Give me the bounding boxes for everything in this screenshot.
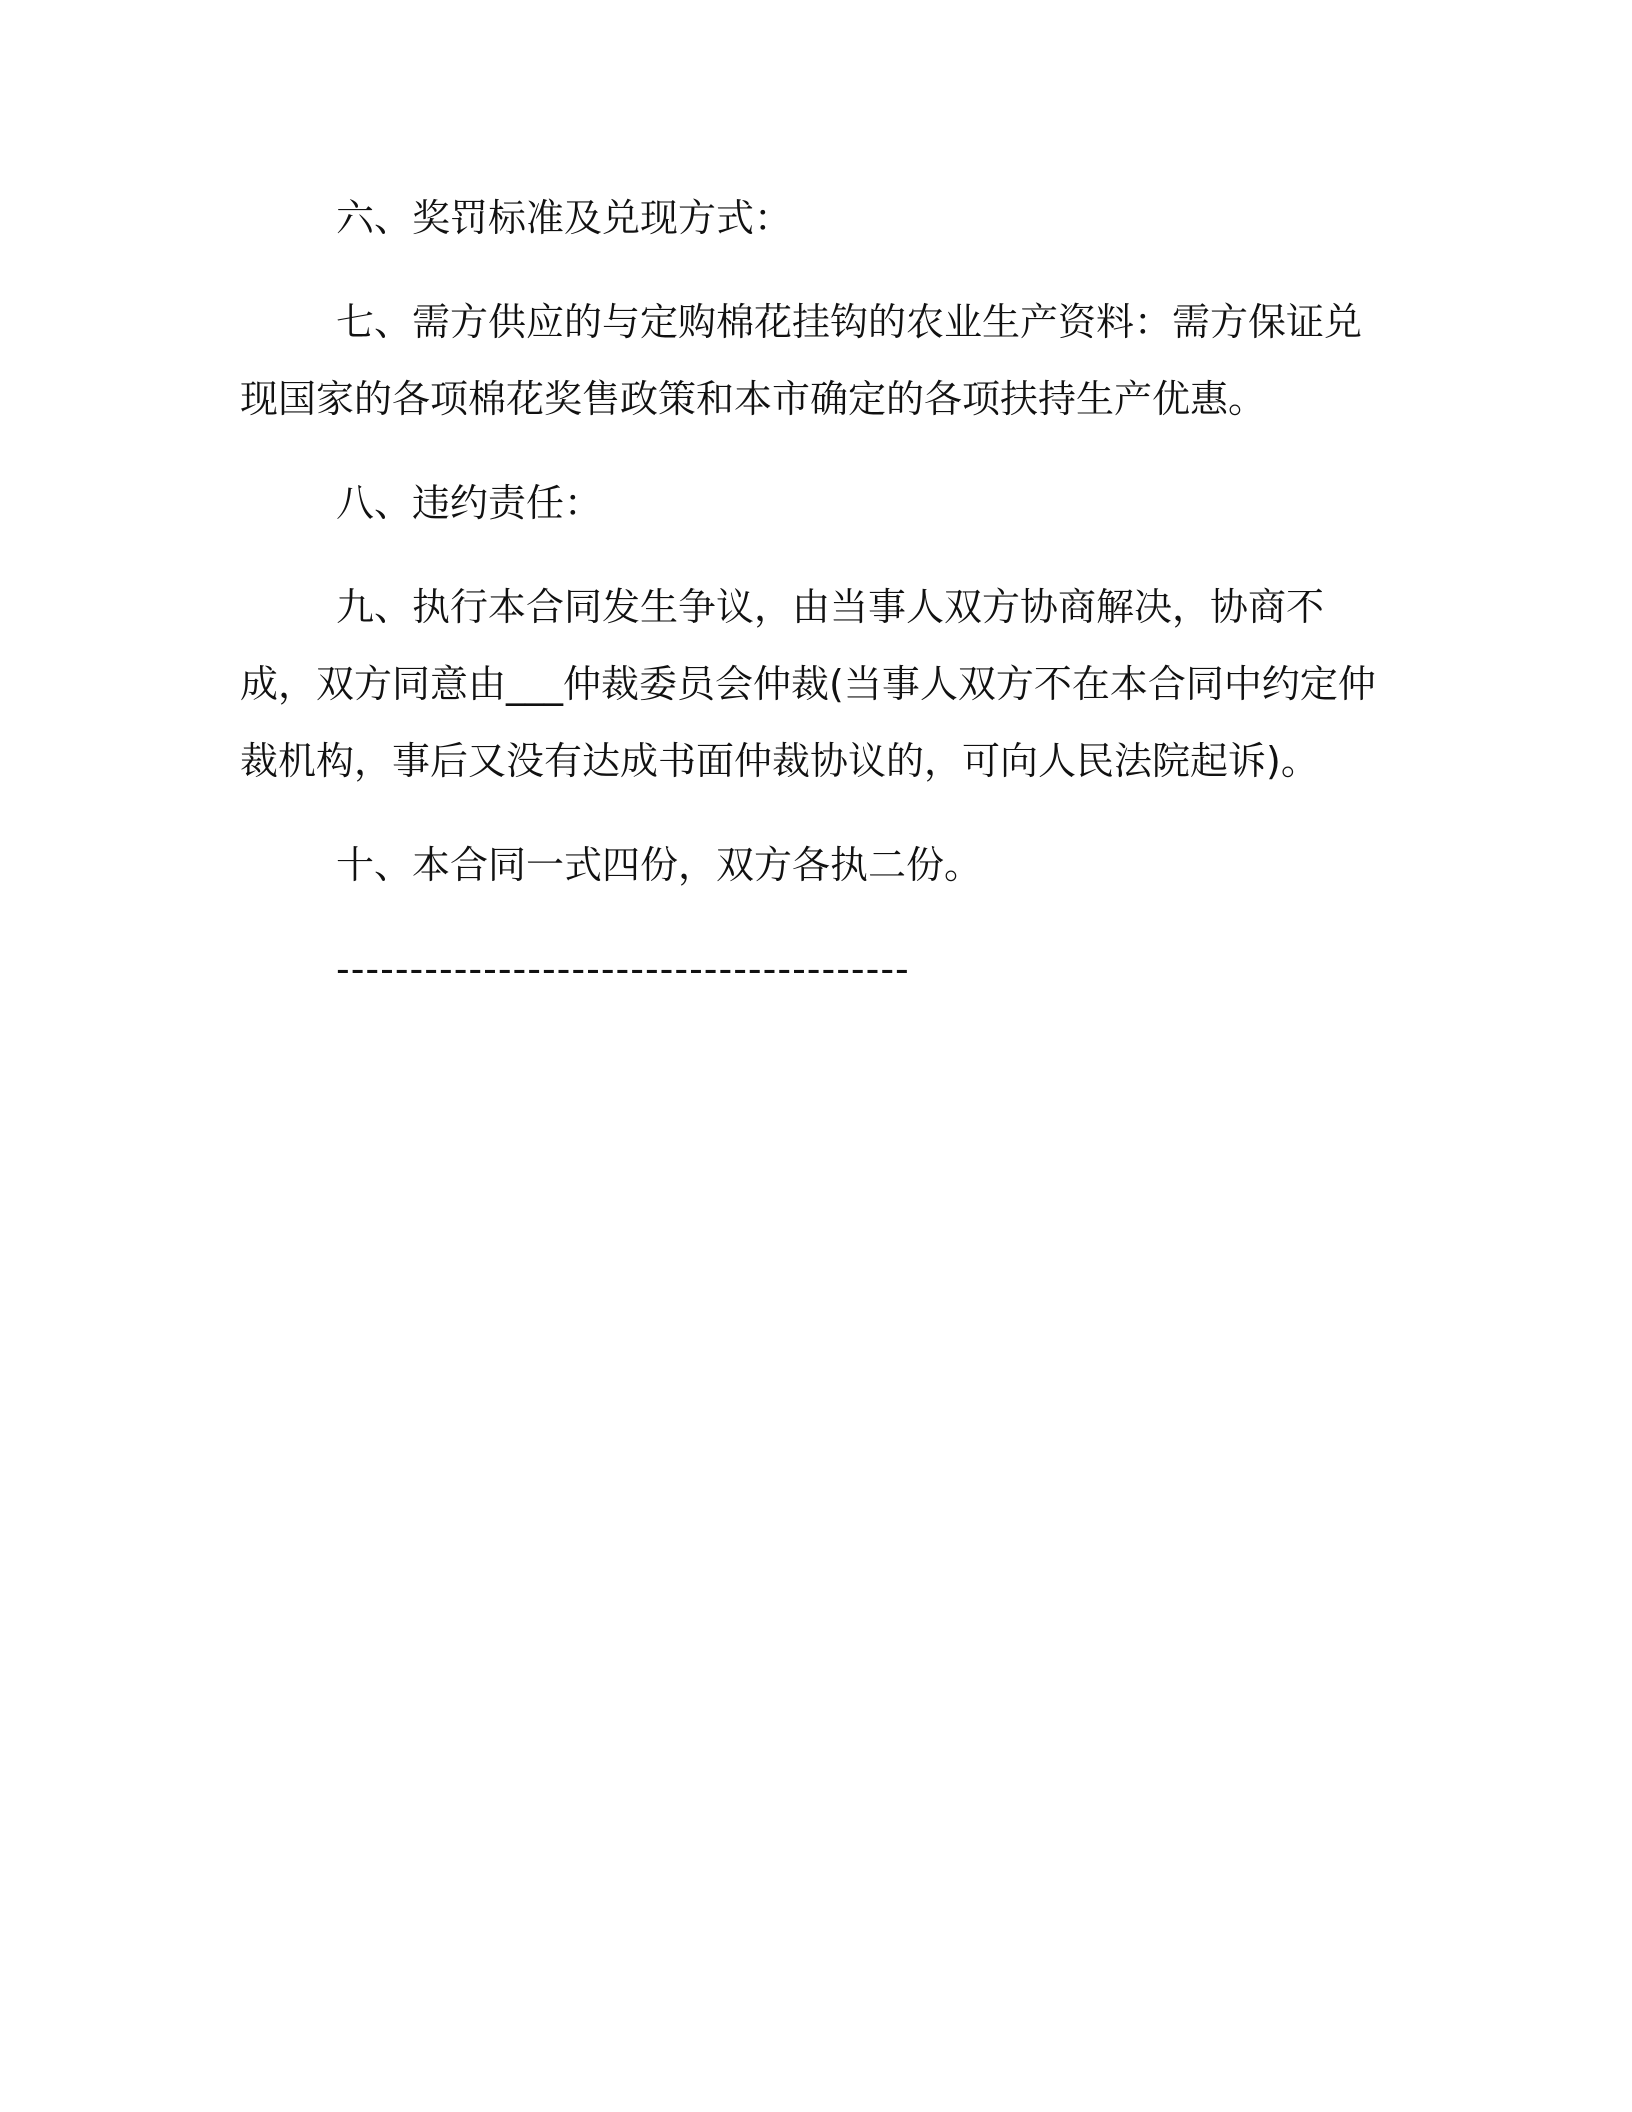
clause-8-liability: 八、违约责任： <box>336 481 603 525</box>
clause-9-dispute-resolution: 九、执行本合同发生争议，由当事人双方协商解决，协商不成，双方同意由___仲裁委员会仲裁(当事人双方不在本合同中约定仲裁机构，事后又没有达成书面仲裁协议的，可向人民法院起诉)。 <box>240 585 1376 783</box>
dashed-divider: --------------------------------------- <box>336 947 910 991</box>
clause-7-production-materials: 七、需方供应的与定购棉花挂钩的农业生产资料：需方保证兑现国家的各项棉花奖售政策和本市确定的各项扶持生产优惠。 <box>240 300 1363 421</box>
contract-body <box>240 180 1380 1008</box>
clause-6-reward-penalty: 六、奖罚标准及兑现方式： <box>336 196 793 240</box>
clause-10-copies: 十、本合同一式四份，双方各执二份。 <box>336 843 983 887</box>
